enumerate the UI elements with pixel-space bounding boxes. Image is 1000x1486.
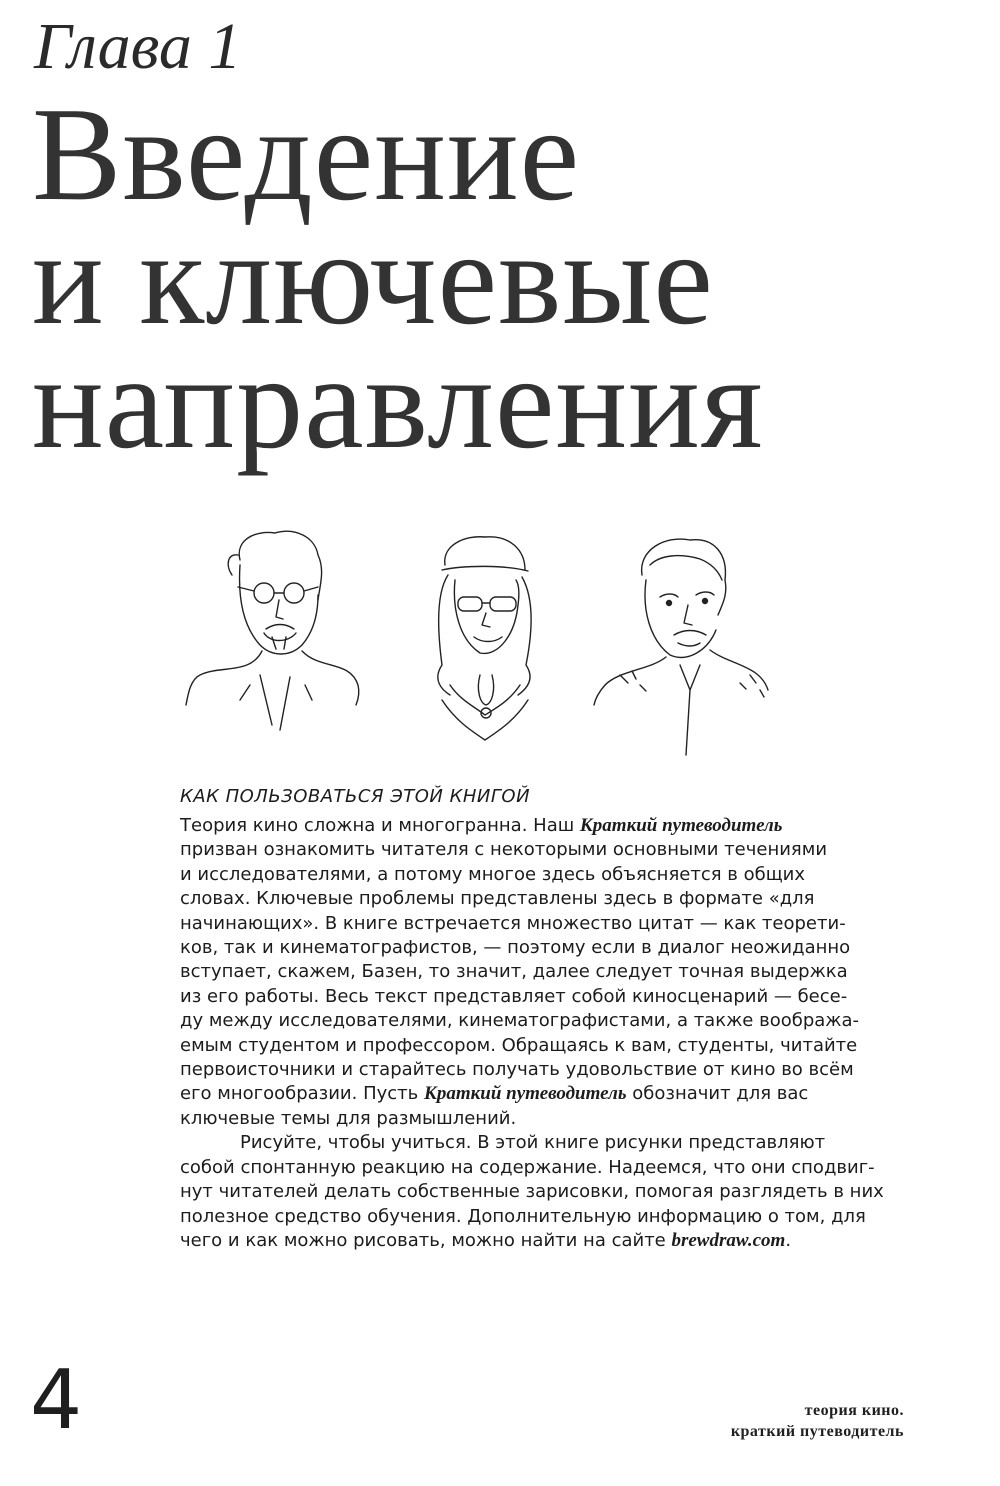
text-line: первоисточники и старайтесь получать удовольствие от кино во всём [180,1059,854,1081]
book-title-reference: Краткий путеводитель [423,1083,627,1105]
paragraph-drawing [180,1131,904,1253]
website-reference: brewdraw.com [671,1229,786,1251]
portrait-man-glasses-icon [186,531,359,730]
text-line: и исследователями, а потому многое здесь объясняется в общих [180,863,806,885]
text-line: ков, так и кинематографистов, — поэтому если в диалог неожиданно [180,937,851,959]
book-title-reference: Краткий путеводитель [579,815,783,836]
text-fragment: обозначит для вас [626,1083,809,1105]
portrait-man-moustache-icon [594,539,768,755]
text-line: собой спонтанную реакцию на содержание. Надеемся, что они сподвиг- [180,1156,875,1178]
text-line: Рисуйте, чтобы учиться. В этой книге рисунки представляют [240,1132,826,1154]
text-line: емым студентом и профессором. Обращаясь к вам, студенты, читайте [180,1034,858,1056]
author-portraits-illustration [180,525,770,785]
chapter-title-line: и ключевые [32,204,714,352]
text-fragment: его многообразии. Пусть [180,1083,424,1105]
portrait-woman-glasses-icon [438,537,531,740]
text-fragment: . [785,1229,792,1251]
text-line: призван ознакомить читателя с некоторыми основными течениями [180,839,828,861]
chapter-title [32,80,764,476]
text-fragment: чего и как можно рисовать, можно найти на сайте [180,1229,672,1251]
text-line: начинающих». В книге встречается множество цитат — как теорети- [180,912,846,934]
page-number: 4 [30,1353,83,1448]
text-fragment: Теория кино сложна и многогранна. Наш [180,815,580,836]
chapter-label: Глава 1 [34,10,242,83]
text-line: нут читателей делать собственные зарисовки, помогая разглядеть в них [180,1181,884,1203]
chapter-title-line: направления [32,328,764,476]
text-line: полезное средство обучения. Дополнительную информацию о том, для [180,1205,866,1227]
text-line [180,1082,904,1106]
text-line [180,1229,904,1253]
text-line: вступает, скажем, Базен, то значит, далее следует точная выдержка [180,961,848,983]
section-heading: КАК ПОЛЬЗОВАТЬСЯ ЭТОЙ КНИГОЙ [180,786,531,807]
chapter-title-line: Введение [32,80,581,228]
footer-line: теория кино. [804,1402,904,1419]
text-line: из его работы. Весь текст представляет собой киносценарий — бесе- [180,985,848,1007]
text-line: ду между исследователями, кинематографистами, а также вообража- [180,1010,860,1032]
text-line: словах. Ключевые проблемы представлены здесь в формате «для [180,888,815,910]
text-line [180,814,904,838]
paragraph-intro [180,814,904,1131]
text-line: ключевые темы для размышлений. [180,1107,517,1129]
footer-line: краткий путеводитель [730,1423,904,1440]
running-footer [731,1400,904,1442]
body-text [180,814,904,1253]
